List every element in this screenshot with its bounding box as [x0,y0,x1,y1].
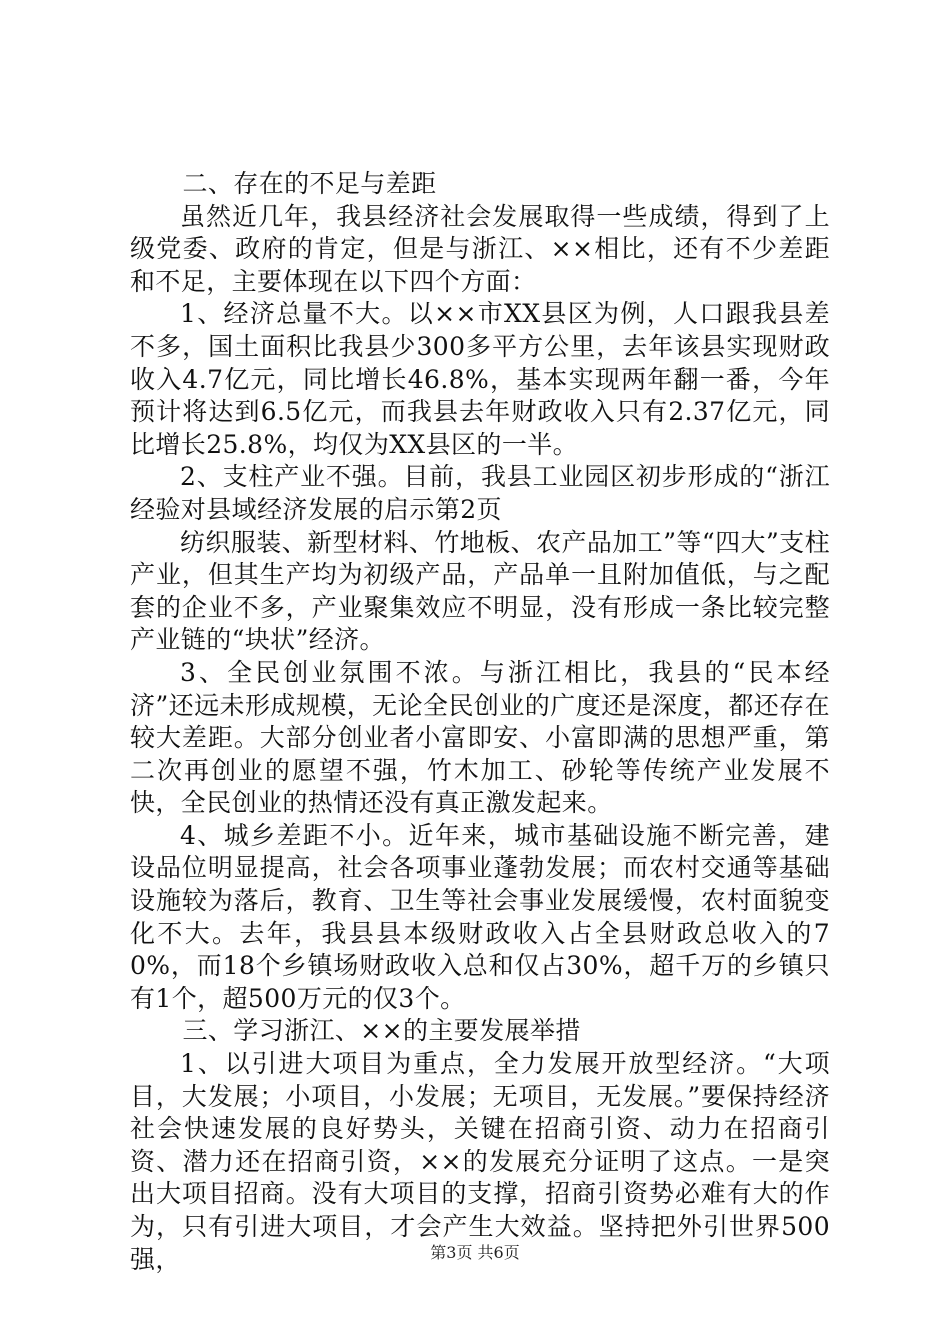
page-footer: 第3页 共6页 [430,1243,520,1262]
paragraph-intro: 虽然近几年，我县经济社会发展取得一些成绩，得到了上级党委、政府的肯定，但是与浙江、××相比，还有不少差距和不足，主要体现在以下四个方面： [130,201,830,296]
paragraph-point-2: 2、支柱产业不强。目前，我县工业园区初步形成的“浙江经验对县域经济发展的启示第2页 [130,462,830,524]
section-heading-measures: 三、学习浙江、××的主要发展举措 [182,1016,581,1046]
document-body [130,168,830,1276]
paragraph-point-3: 3、全民创业氛围不浓。与浙江相比，我县的“民本经济”还远未形成规模，无论全民创业的广度还是深度，都还存在较大差距。大部分创业者小富即安、小富即满的思想严重，第二次再创业的愿望不强，竹木加工、砂轮等传统产业发展不快，全民创业的热情还没有真正激发起来。 [130,657,830,818]
paragraph-point-1: 1、经济总量不大。以××市XX县区为例，人口跟我县差不多，国土面积比我县少300多平方公里，去年该县实现财政收入4.7亿元，同比增长46.8%，基本实现两年翻一番，今年预计将达到6.5亿元，而我县去年财政收入只有2.37亿元，同比增长25.8%，均仅为XX县区的一半。 [130,299,830,459]
paragraph-point-2-continued: 纺织服装、新型材料、竹地板、农产品加工”等“四大”支柱产业，但其生产均为初级产品，产品单一且附加值低，与之配套的企业不多，产业聚集效应不明显，没有形成一条比较完整产业链的“块状”经济。 [130,527,830,655]
section-heading-shortcomings: 二、存在的不足与差距 [182,169,437,198]
paragraph-point-4: 4、城乡差距不小。近年来，城市基础设施不断完善，建设品位明显提高，社会各项事业蓬勃发展；而农村交通等基础设施较为落后，教育、卫生等社会事业发展缓慢，农村面貌变化不大。去年，我县县本级财政收入占全县财政总收入的70%，而18个乡镇场财政收入总和仅占30%，超千万的乡镇只有1个，超500万元的仅3个。 [130,820,830,1013]
paragraph-measure-1: 1、以引进大项目为重点，全力发展开放型经济。“大项目，大发展；小项目，小发展；无项目，无发展。”要保持经济社会快速发展的良好势头，关键在招商引资、动力在招商引资、潜力还在招商引资，××的发展充分证明了这点。一是突出大项目招商。没有大项目的支撑，招商引资势必难有大的作为，只有引进大项目，才会产生大效益。坚持把外引世界500强， [130,1049,830,1274]
